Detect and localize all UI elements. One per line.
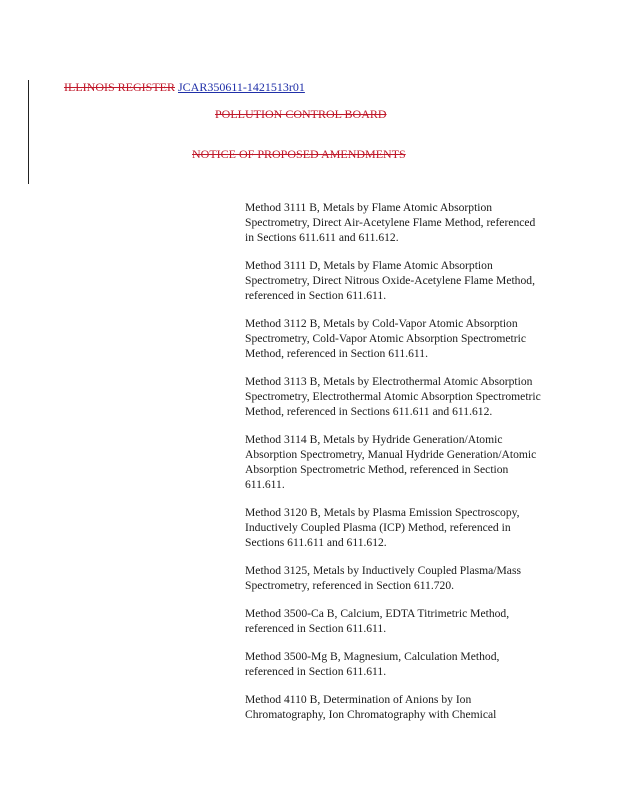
method-item: Method 3113 B, Metals by Electrothermal Atomic Absorption Spectrometry, Electrothermal Atomic Absorption Spectrometric Method, referenced in Sections 611.611 and 611.612. — [245, 375, 541, 418]
method-item: Method 3500-Mg B, Magnesium, Calculation Method, referenced in Section 611.611. — [245, 650, 500, 678]
method-item: Method 3500-Ca B, Calcium, EDTA Titrimetric Method, referenced in Section 611.611. — [245, 607, 510, 635]
register-title-struck: ILLINOIS REGISTER — [64, 80, 175, 94]
register-id-inserted: JCAR350611-1421513r01 — [178, 80, 305, 94]
notice-title: NOTICE OF PROPOSED AMENDMENTS — [192, 147, 406, 161]
method-list — [245, 200, 545, 735]
register-header — [64, 80, 305, 94]
change-bar — [28, 80, 29, 184]
method-item: Method 3125, Metals by Inductively Coupled Plasma/Mass Spectrometry, referenced in Section 611.720. — [245, 564, 521, 592]
method-item: Method 4110 B, Determination of Anions by Ion Chromatography, Ion Chromatography with Chemical — [245, 693, 497, 721]
method-item: Method 3114 B, Metals by Hydride Generation/Atomic Absorption Spectrometry, Manual Hydride Generation/Atomic Absorption Spectrometric Method, referenced in Section 611.611. — [245, 433, 537, 491]
method-item: Method 3111 D, Metals by Flame Atomic Absorption Spectrometry, Direct Nitrous Oxide-Acetylene Flame Method, referenced in Section 611.611. — [245, 259, 535, 302]
method-item: Method 3120 B, Metals by Plasma Emission Spectroscopy, Inductively Coupled Plasma (ICP) Method, referenced in Sections 611.611 and 611.612. — [245, 506, 520, 549]
method-item: Method 3111 B, Metals by Flame Atomic Absorption Spectrometry, Direct Air-Acetylene Flame Method, referenced in Sections 611.611 and 611.612. — [245, 201, 536, 244]
method-item: Method 3112 B, Metals by Cold-Vapor Atomic Absorption Spectrometry, Cold-Vapor Atomic Absorption Spectrometric Method, referenced in Section 611.611. — [245, 317, 526, 360]
agency-title: POLLUTION CONTROL BOARD — [215, 107, 387, 121]
